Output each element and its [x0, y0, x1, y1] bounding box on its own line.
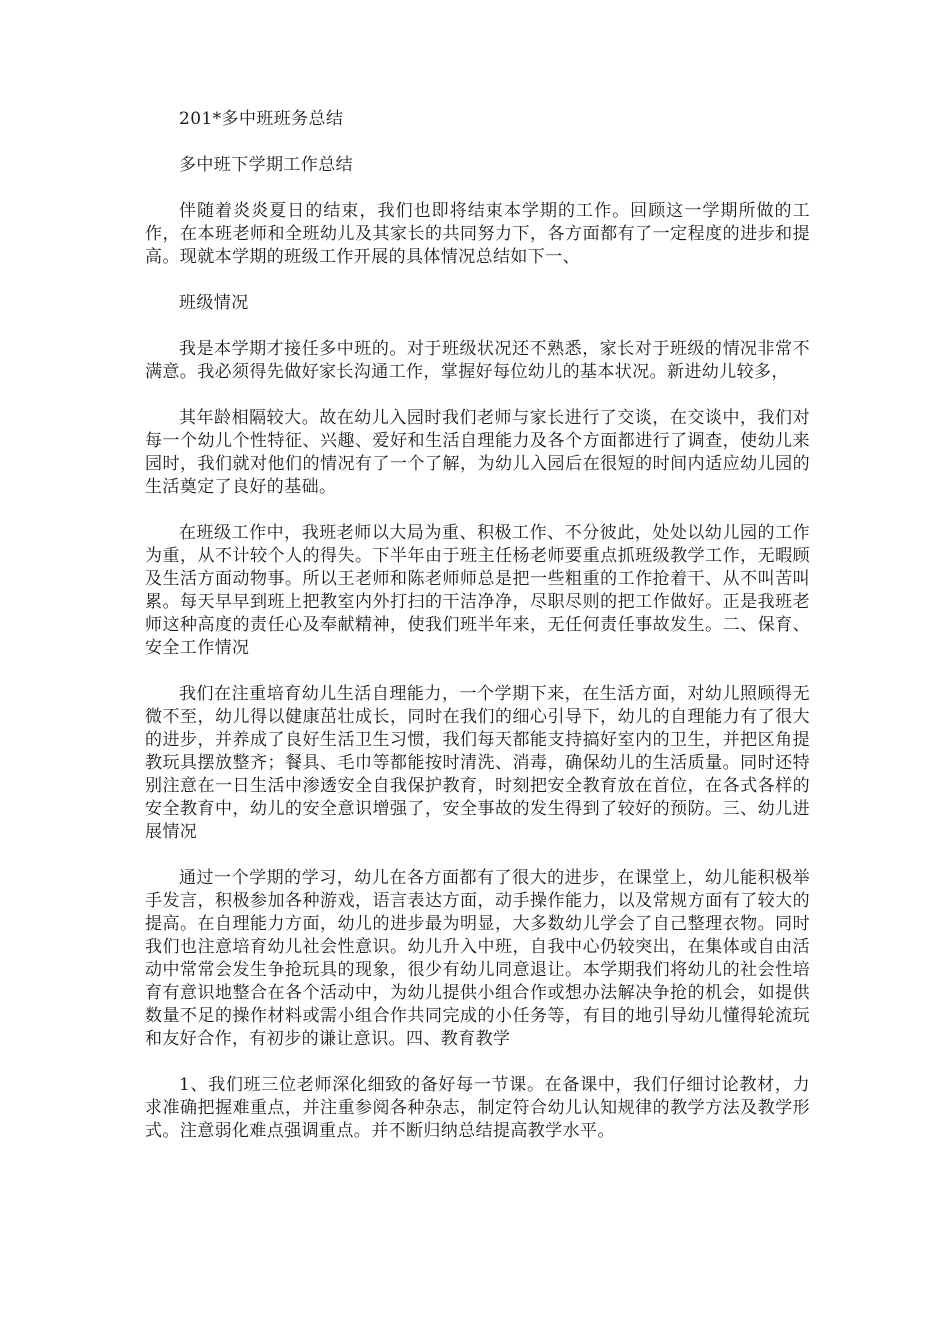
section-heading-class-situation: 班级情况 — [179, 293, 249, 313]
document-title: 201*多中班班务总结 — [179, 109, 344, 129]
paragraph-class-status: 我是本学期才接任多中班的。对于班级状况还不熟悉，家长对于班级的情况非常不满意。我必须得先做好家长沟通工作，掌握好每位幼儿的基本状况。新进幼儿较多， — [145, 339, 810, 382]
paragraph-parent-communication: 其年龄相隔较大。故在幼儿入园时我们老师与家长进行了交谈，在交谈中，我们对每一个幼儿个性特征、兴趣、爱好和生活自理能力及各个方面都进行了调查，使幼儿来园时，我们就对他们的情况有了一个了解，为幼儿入园后在很短的时间内适应幼儿园的生活奠定了良好的基础。 — [145, 408, 810, 497]
paragraph-teacher-teamwork: 在班级工作中，我班老师以大局为重、积极工作、不分彼此，处处以幼儿园的工作为重，从不计较个人的得失。下半年由于班主任杨老师要重点抓班级教学工作，无暇顾及生活方面动物事。所以王老师和陈老师师总是把一些粗重的工作抢着干、从不叫苦叫累。每天早早到班上把教室内外打扫的干洁净净，尽职尽则的把工作做好。正是我班老师这种高度的责任心及奉献精神，使我们班半年来，无任何责任事故发生。二、保育、安全工作情况 — [145, 523, 810, 658]
document-body — [145, 108, 810, 1166]
paragraph-child-progress: 通过一个学期的学习，幼儿在各方面都有了很大的进步，在课堂上，幼儿能积极举手发言，积极参加各种游戏，语言表达方面，动手操作能力，以及常规方面有了较大的提高。在自理能力方面，幼儿的进步最为明显，大多数幼儿学会了自己整理衣物。同时我们也注意培育幼儿社会性意识。幼儿升入中班，自我中心仍较突出，在集体或自由活动中常常会发生争抢玩具的现象，很少有幼儿同意退让。本学期我们将幼儿的社会性培育有意识地整合在各个活动中，为幼儿提供小组合作或想办法解决争抢的机会，如提供数量不足的操作材料或需小组合作共同完成的小任务等，有目的地引导幼儿懂得轮流玩和友好合作，有初步的谦让意识。四、教育教学 — [145, 868, 810, 1049]
paragraph-teaching: 1、我们班三位老师深化细致的备好每一节课。在备课中，我们仔细讨论教材，力求准确把握难重点，并注重参阅各种杂志，制定符合幼儿认知规律的教学方法及教学形式。注意弱化难点强调重点。并不断归纳总结提高教学水平。 — [145, 1075, 810, 1141]
paragraph-care-safety: 我们在注重培育幼儿生活自理能力，一个学期下来，在生活方面，对幼儿照顾得无微不至，幼儿得以健康茁壮成长，同时在我们的细心引导下，幼儿的自理能力有了很大的进步，并养成了良好生活卫生习惯，我们每天都能支持搞好室内的卫生，并把区角提教玩具摆放整齐；餐具、毛巾等都能按时清洗、消毒，确保幼儿的生活质量。同时还特别注意在一日生活中渗透安全自我保护教育，时刻把安全教育放在首位，在各式各样的安全教育中，幼儿的安全意识增强了，安全事故的发生得到了较好的预防。三、幼儿进展情况 — [145, 684, 810, 842]
paragraph-intro: 伴随着炎炎夏日的结束，我们也即将结束本学期的工作。回顾这一学期所做的工作，在本班老师和全班幼儿及其家长的共同努力下，各方面都有了一定程度的进步和提高。现就本学期的班级工作开展的具体情况总结如下一、 — [145, 201, 810, 267]
document-subtitle: 多中班下学期工作总结 — [179, 155, 353, 175]
